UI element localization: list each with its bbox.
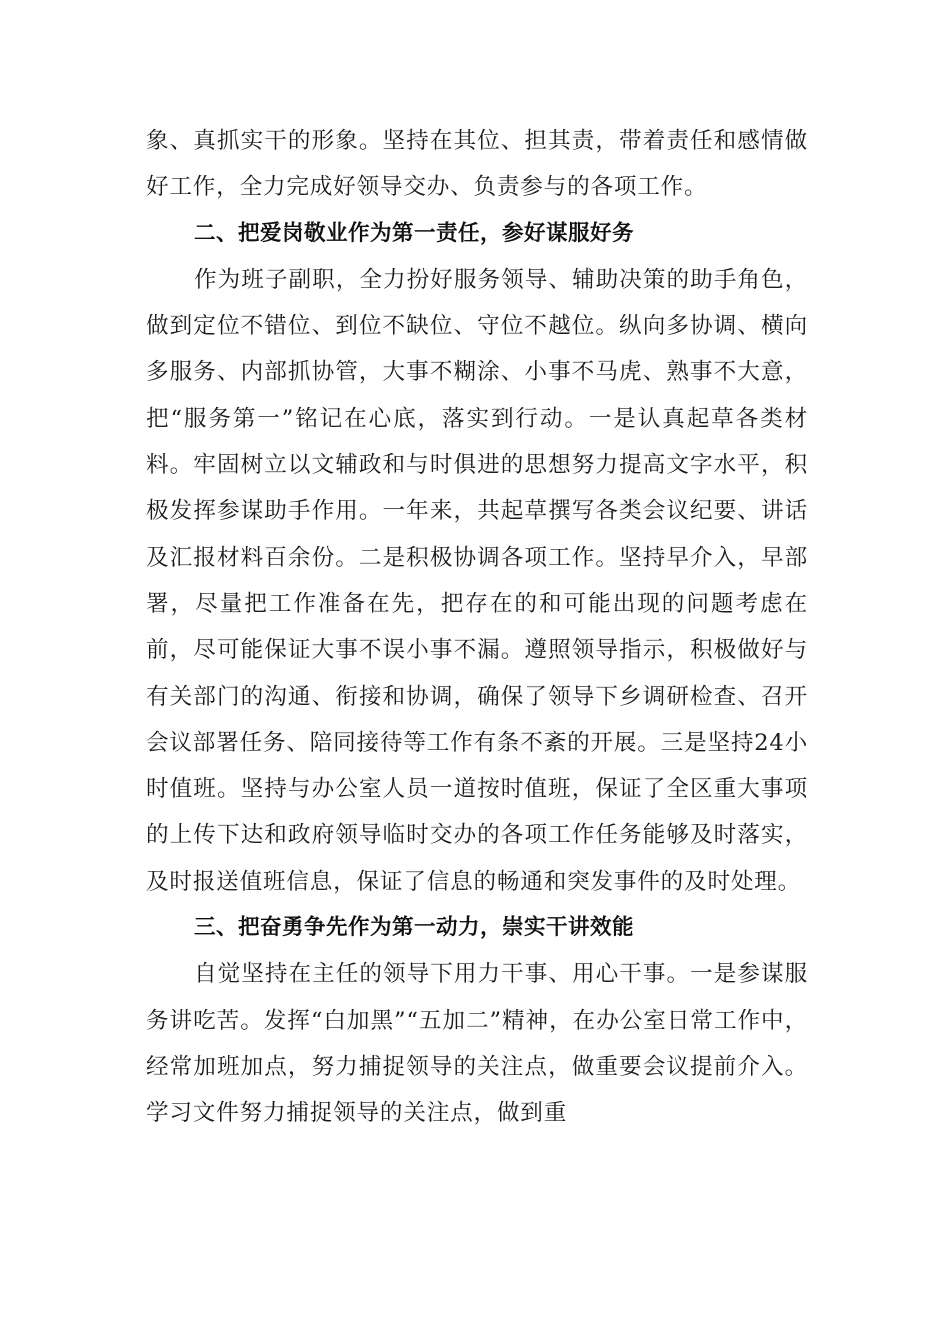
body-paragraph-section-3: 自觉坚持在主任的领导下用力干事、用心干事。一是参谋服务讲吃苦。发挥“白加黑”“五加二”精神，在办公室日常工作中，经常加班加点，努力捕捉领导的关注点，做重要会议提前介入。学习文件努力捕捉领导的关注点，做到重 xyxy=(146,961,808,1127)
section-heading-3: 三、把奋勇争先作为第一动力，崇实干讲效能 xyxy=(194,915,635,941)
section-heading-2: 二、把爱岗敬业作为第一责任，参好谋服好务 xyxy=(194,220,635,246)
body-paragraph-continuation: 象、真抓实干的形象。坚持在其位、担其责，带着责任和感情做好工作，全力完成好领导交办、负责参与的各项工作。 xyxy=(146,128,808,201)
document-page xyxy=(146,118,808,1137)
body-paragraph-section-2: 作为班子副职，全力扮好服务领导、辅助决策的助手角色，做到定位不错位、到位不缺位、守位不越位。纵向多协调、横向多服务、内部抓协管，大事不糊涂、小事不马虎、熟事不大意，把“服务第一”铭记在心底，落实到行动。一是认真起草各类材料。牢固树立以文辅政和与时俱进的思想努力提高文字水平，积极发挥参谋助手作用。一年来，共起草撰写各类会议纪要、讲话及汇报材料百余份。二是积极协调各项工作。坚持早介入，早部署，尽量把工作准备在先，把存在的和可能出现的问题考虑在前，尽可能保证大事不误小事不漏。遵照领导指示，积极做好与有关部门的沟通、衔接和协调，确保了领导下乡调研检查、召开会议部署任务、陪同接待等工作有条不紊的开展。三是坚持24小时值班。坚持与办公室人员一道按时值班，保证了全区重大事项的上传下达和政府领导临时交办的各项工作任务能够及时落实，及时报送值班信息，保证了信息的畅通和突发事件的及时处理。 xyxy=(146,266,808,895)
